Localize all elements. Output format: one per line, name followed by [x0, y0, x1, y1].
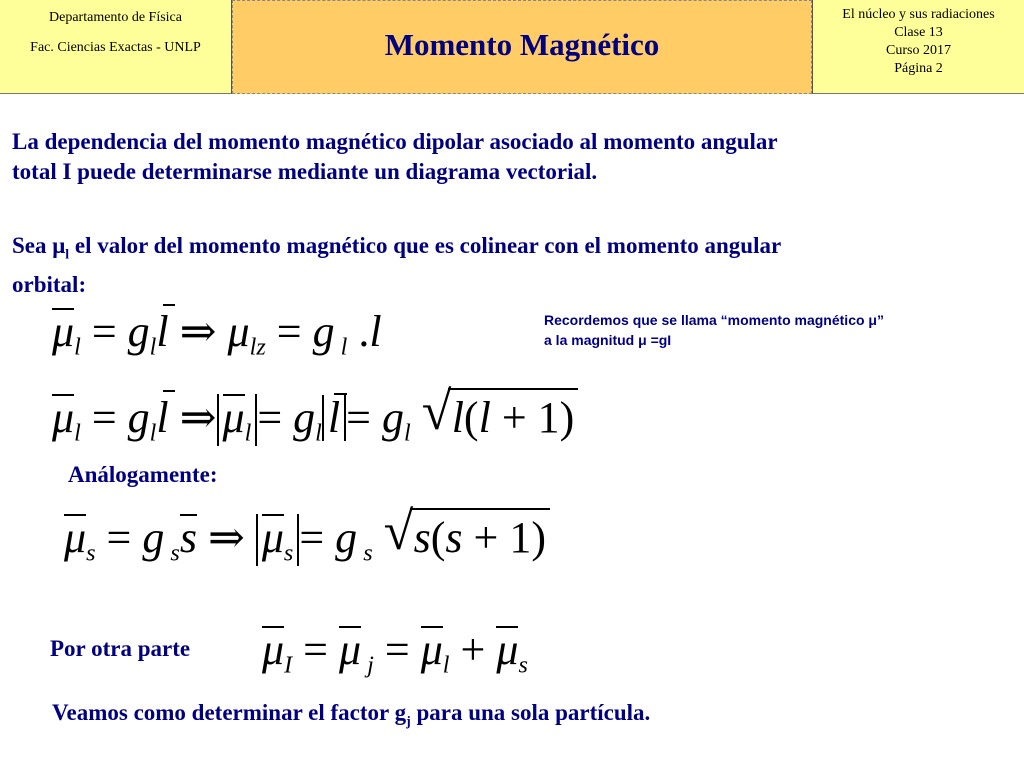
analog-label: Análogamente: [68, 462, 218, 487]
note-line-1: Recordemos que se llama “momento magnético μ” [544, 312, 884, 328]
intro-paragraph [12, 127, 778, 187]
orbital-sub: l [65, 246, 70, 262]
conclusion-pre: Veamos como determinar el factor g [52, 700, 407, 725]
orbital-pre: Sea μ [12, 233, 66, 258]
course-name: El núcleo y sus radiaciones [842, 7, 995, 22]
orbital-line-1 [12, 231, 781, 270]
equation-orbital-projection: $\mu_l = g_ll$ ⇒ $\mu_{lz} = g$ $_l$ .l [52, 307, 382, 361]
header-title-box [232, 0, 812, 94]
intro-line-1: La dependencia del momento magnético dipolar asociado al momento angular [12, 129, 778, 154]
class-number: Clase 13 [894, 25, 943, 40]
intro-line-2: total I puede determinarse mediante un diagrama vectorial. [12, 159, 598, 184]
faculty-label: Fac. Ciencias Exactas - UNLP [30, 40, 201, 55]
page-title: Momento Magnético [384, 27, 660, 62]
course-year: Curso 2017 [886, 43, 951, 58]
equation-total-moment: $\mu_I = \mu$ $_j = \mu_l + \mu_s$ [262, 625, 528, 679]
orbital-post: el valor del momento magnético que es colinear con el momento angular [69, 233, 782, 258]
por-otra-parte-label: Por otra parte [50, 636, 191, 661]
conclusion-sub: j [406, 713, 411, 729]
orbital-line-2: orbital: [12, 271, 87, 297]
equation-spin-magnitude: $\mu_s = g$ $_s$s ⇒ $\mu_s = g$ $_s$ √ s(s + 1) [64, 508, 550, 567]
department-label: Departamento de Física [49, 10, 182, 25]
orbital-paragraph [12, 231, 781, 300]
equation-orbital-magnitude: $\mu_l = g_ll$ ⇒ $\mu_l = g_l$ $l = g_l$ √ l(l + 1) [52, 388, 578, 447]
conclusion-post: para una sola partícula. [410, 700, 651, 725]
conclusion-line [52, 700, 650, 730]
side-note [544, 310, 884, 350]
page-number: Página 2 [894, 61, 943, 76]
header-right-box [812, 0, 1024, 94]
note-line-2: a la magnitud μ =gI [544, 332, 672, 348]
header-left-box [0, 0, 232, 94]
